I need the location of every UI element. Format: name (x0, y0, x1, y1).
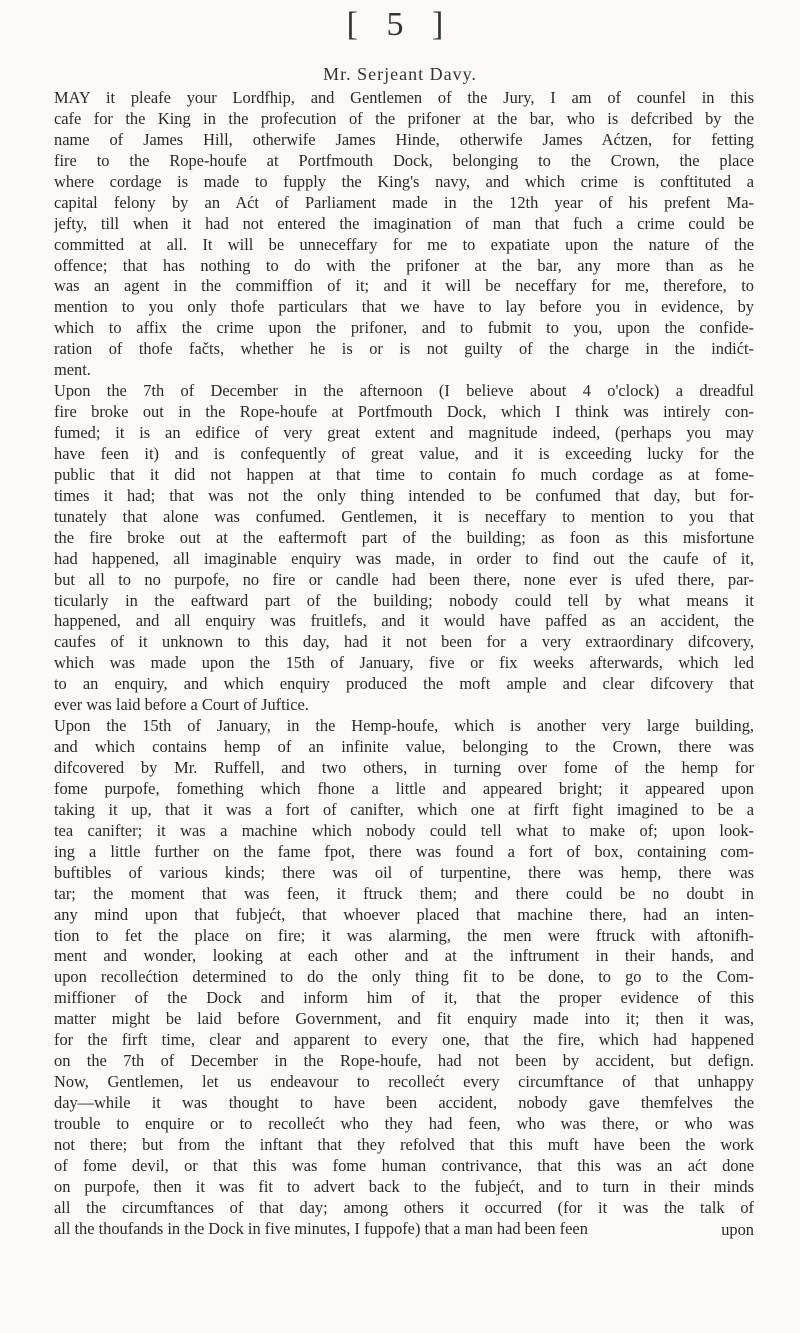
text-line: happened, and all enquiry was fruitlefs, and it would have paffed as an accident, the (54, 611, 754, 631)
text-line: Upon the 7th of December in the afternoon (I believe about 4 o'clock) a dreadful (54, 381, 754, 401)
text-line: tion to fet the place on fire; it was alarming, the men were ftruck with aftonifh- (54, 925, 754, 945)
text-line: Now, Gentlemen, let us endeavour to recollećt every circumftance of that unhappy (54, 1072, 754, 1092)
text-line: miffioner of the Dock and inform him of it, that the proper evidence of this (54, 988, 754, 1008)
text-line: have feen it) and is confequently of great value, and it is exceeding lucky for the (54, 443, 754, 463)
text-line: buftibles of various kinds; there was oil of turpentine, there was hemp, there was (54, 862, 754, 882)
text-line: day—while it was thought to have been accident, nobody gave themfelves the (54, 1093, 754, 1112)
text-line: to an enquiry, and which enquiry produced the moft ample and clear difcovery that (54, 674, 754, 694)
page-number: [ 5 ] (346, 6, 454, 43)
text-line: for the firft time, clear and apparent to every one, that the fire, which had happened (54, 1030, 754, 1050)
text-line: MAY it pleafe your Lordfhip, and Gentlemen of the Jury, I am of counfel in this (54, 88, 754, 107)
text-line: any mind upon that fubjećt, that whoever placed that machine there, had an inten- (54, 904, 754, 924)
text-line: but all to no purpofe, no fire or candle had been there, none ever is ufed there, par- (54, 569, 754, 589)
text-line: times it had; that was not the only thing intended to be confumed that day, but for- (54, 485, 754, 505)
catchword: upon (721, 1220, 754, 1239)
text-line: matter might be laid before Government, and fit enquiry made into it; then it was, (54, 1009, 754, 1029)
text-line: ration of thofe fačts, whether he is or is not guilty of the charge in the indićt- (54, 339, 754, 359)
text-line: which was made upon the 15th of January, five or fix weeks afterwards, which led (54, 653, 754, 673)
text-line: of fome devil, or that this was fome human contrivance, that this was an aćt done (54, 1155, 754, 1175)
text-line: taking it up, that it was a fort of canifter, which one at firft fight imagined to be a (54, 799, 754, 819)
text-line: jefty, till when it had not entered the imagination of man that fuch a crime could be (54, 213, 754, 233)
speaker-heading: Mr. Serjeant Davy. (323, 64, 477, 84)
text-line: and which contains hemp of an infinite value, belonging to the Crown, there was (54, 737, 754, 757)
text-line: on purpofe, then it was fit to advert back to the fubjećt, and to turn in their minds (54, 1176, 754, 1196)
text-line: fome purpofe, fomething which fhone a little and appeared bright; it appeared upon (54, 778, 754, 798)
text-line: was an agent in the commiffion of it; and it will be neceffary for me, therefore, to (54, 276, 754, 296)
text-line: ticularly in the eaftward part of the building; nobody could tell by what means it (54, 590, 754, 610)
text-line: not there; but from the inftant that they refolved that this muft have been the work (54, 1134, 754, 1154)
text-line: which to affix the crime upon the prifoner, and to fubmit to you, upon the confide- (54, 318, 754, 338)
text-line: mention to you only thofe particulars that we have to lay before you in evidence, by (54, 297, 754, 317)
text-line: the fire broke out at the eaftermoft part of the building; as foon as this misfortune (54, 527, 754, 547)
text-line: tunately that alone was confumed. Gentlemen, it is neceffary to mention to you that (54, 506, 754, 526)
text-line: Upon the 15th of January, in the Hemp-houfe, which is another very large building, (54, 716, 754, 736)
text-line: ment. (54, 360, 91, 380)
text-line: on the 7th of December in the Rope-houfe, had not been by accident, but defign. (54, 1051, 754, 1071)
text-line: caufes of it unknown to this day, had it not been for a very extraordinary difcovery, (54, 632, 754, 652)
body-text (54, 88, 754, 1240)
text-line: committed at all. It will be unneceffary for me to expatiate upon the nature of the (54, 234, 754, 254)
text-line: where cordage is made to fupply the King's navy, and which crime is conftituted a (54, 171, 754, 191)
text-line: upon recollećtion determined to do the only thing fit to be done, to go to the Com- (54, 967, 754, 987)
text-line: tar; the moment that was feen, it ftruck them; and there could be no doubt in (54, 883, 754, 903)
text-line: name of James Hill, otherwife James Hinde, otherwife James Aćtzen, for fetting (54, 129, 754, 149)
text-line: public that it did not happen at that time to contain fo much cordage as at fome- (54, 464, 754, 484)
text-line: capital felony by an Aćt of Parliament made in the 12th year of his prefent Ma- (54, 192, 754, 212)
text-line: ment and wonder, looking at each other and at the inftrument in their hands, and (54, 946, 754, 966)
text-line: fire to the Rope-houfe at Portfmouth Dock, belonging to the Crown, the place (54, 150, 754, 170)
text-line: cafe for the King in the profecution of the prifoner at the bar, who is defcribed by the (54, 108, 754, 128)
text-line: all the thoufands in the Dock in five minutes, I fuppofe) that a man had been feen (54, 1218, 588, 1238)
text-line: fumed; it is an edifice of very great extent and magnitude indeed, (perhaps you may (54, 423, 754, 442)
text-line: ing a little further on the fame fpot, there was found a fort of box, containing com- (54, 841, 754, 861)
text-line: difcovered by Mr. Ruffell, and two others, in turning over fome of the hemp for (54, 758, 754, 777)
text-line: fire broke out in the Rope-houfe at Portfmouth Dock, which I think was intirely con- (54, 402, 754, 422)
text-line: trouble to enquire or to recollećt who they had feen, who was there, or who was (54, 1113, 754, 1133)
text-line: offence; that has nothing to do with the prifoner at the bar, any more than as he (54, 255, 754, 275)
text-line: had happened, all imaginable enquiry was made, in order to find out the caufe of it, (54, 548, 754, 568)
text-line: tea canifter; it was a machine which nobody could tell what to make of; upon look- (54, 820, 754, 840)
text-line: all the circumftances of that day; among others it occurred (for it was the talk of (54, 1197, 754, 1217)
text-line: ever was laid before a Court of Juftice. (54, 695, 309, 715)
